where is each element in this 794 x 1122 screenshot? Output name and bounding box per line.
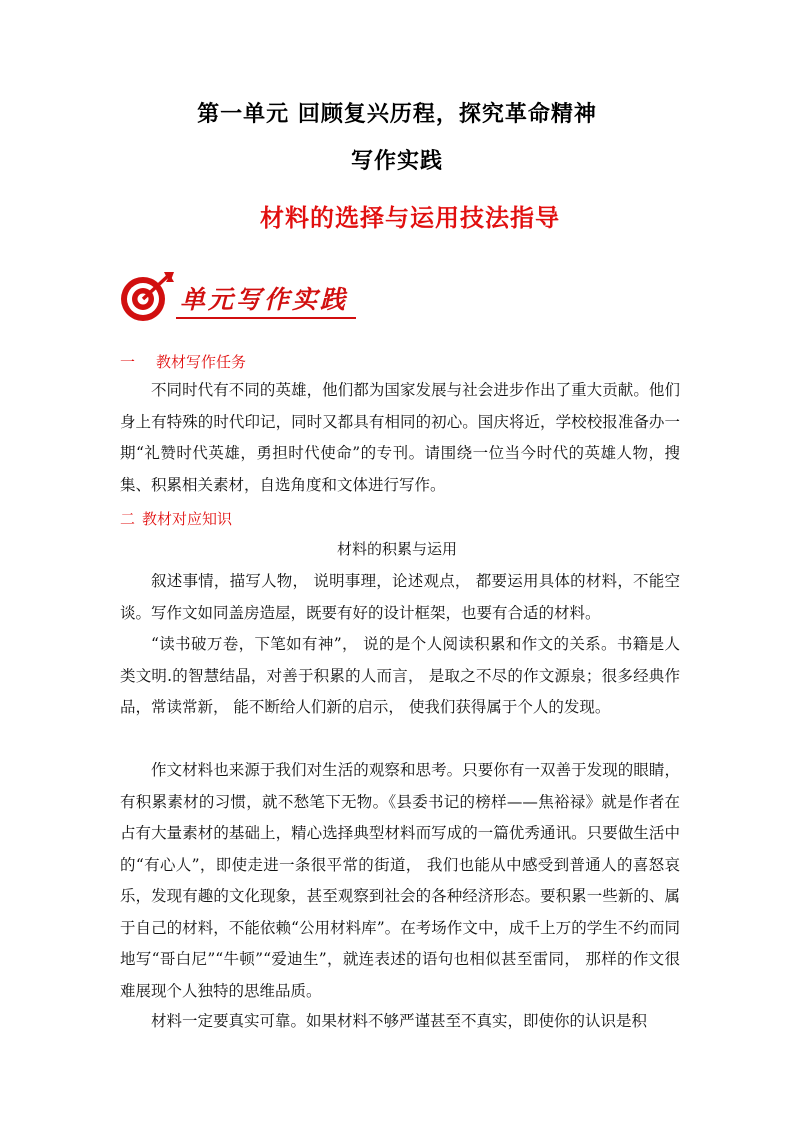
section2-paragraph-1: 叙述事情，描写人物， 说明事理，论述观点， 都要运用具体的材料，不能空谈。写作文如同盖房造屋，既要有好的设计框架，也要有合适的材料。 [120,572,680,622]
section1-paragraph: 不同时代有不同的英雄，他们都为国家发展与社会进步作出了重大贡献。他们身上有特殊的时代印记，同时又都具有相同的初心。国庆将近，学校校报准备办一期“礼赞时代英雄，勇担时代使命”的专刊。请围绕一位当今时代的英雄人物，搜集、积累相关素材，自选角度和文体进行写作。 [120,381,680,494]
lesson-title: 材料的选择与运用技法指导 [260,204,560,232]
section2-paragraph-2: “读书破万卷，下笔如有神”， 说的是个人阅读积累和作文的关系。书籍是人类文明.的智慧结晶，对善于积累的人而言， 是取之不尽的作文源泉；很多经典作品，常读常新， 能不断给人们新的启示， 使我们获得属于个人的发现。 [120,635,680,716]
section2-heading-text: 教材对应知识 [142,510,233,528]
writing-practice-title: 写作实践 [350,149,443,174]
section2-paragraph-3: 作文材料也来源于我们对生活的观察和思考。只要你有一双善于发现的眼睛，有积累素材的习惯，就不愁笔下无物。《县委书记的榜样——焦裕禄》就是作者在占有大量素材的基础上，精心选择典型材料而写成的一篇优秀通讯。只要做生活中的“有心人”，即使走进一条很平常的街道， 我们也能从中感受到普通人的喜怒哀乐，发现有趣的文化现象，甚至观察到社会的各种经济形态。要积累一些新的、属于自己的材料，不能依赖“公用材料库”。在考场作文中，成千上万的学生不约而同地写“哥白尼”“牛顿”“爱迪生”，就连表述的语句也相似甚至雷同， 那样的作文很难展现个人独特的思维品质。 [120,761,680,1000]
section1-number: 一 [120,353,136,371]
banner-label: 单元写作实践 [180,285,349,314]
section-banner [118,270,358,324]
unit-title: 第一单元 回顾复兴历程，探究革命精神 [197,102,597,127]
section2-heading [120,508,232,529]
target-dart-icon [118,270,176,324]
section2-subtitle: 材料的积累与运用 [336,540,457,558]
section1-heading-text: 教材写作任务 [156,353,247,371]
section1-heading [120,351,246,372]
section2-paragraph-4: 材料一定要真实可靠。如果材料不够严谨甚至不真实，即使你的认识是积 [151,1012,648,1030]
section2-number: 二 [120,510,136,528]
banner-underline [176,317,356,319]
